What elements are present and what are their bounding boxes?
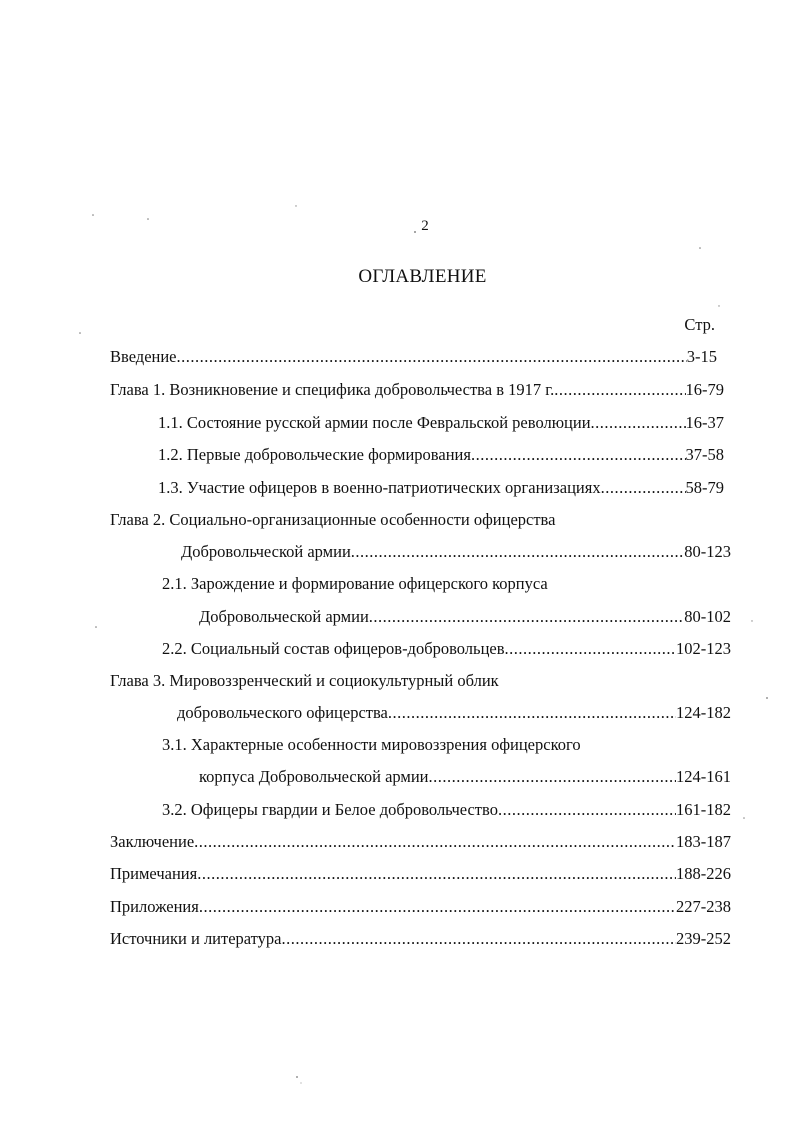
toc-entry-section-1-2: [158, 444, 724, 466]
dot-leader: [194, 831, 676, 853]
toc-entry-text: 3.2. Офицеры гвардии и Белое добровольчество: [162, 800, 498, 819]
toc-entry-pages: 3-15: [686, 347, 717, 366]
toc-entry-text: Добровольческой армии: [181, 542, 351, 561]
dot-leader: [351, 541, 684, 563]
toc-entry-text: Источники и литература: [110, 929, 282, 948]
toc-entry-pages: 124-182: [676, 703, 731, 722]
toc-entry-pages: 161-182: [676, 800, 731, 819]
toc-entry-text: Глава 1. Возникновение и специфика добровольчества в 1917 г.: [110, 380, 555, 399]
toc-entry-text: 2.2. Социальный состав офицеров-добровольцев: [162, 639, 505, 658]
dot-leader: [505, 638, 676, 660]
dot-leader: [177, 346, 687, 368]
toc-entry-pages: 80-102: [684, 607, 731, 626]
toc-entry-text: добровольческого офицерства: [177, 703, 388, 722]
toc-entry-pages: 102-123: [676, 639, 731, 658]
toc-entry-section-2-2: [162, 638, 731, 660]
toc-entry-pages: 58-79: [685, 478, 724, 497]
toc-entry-pages: 188-226: [676, 864, 731, 883]
dot-leader: [601, 477, 686, 499]
dot-leader: [554, 379, 685, 401]
toc-entry-text: Добровольческой армии: [199, 607, 369, 626]
dot-leader: [498, 799, 676, 821]
dot-leader: [429, 766, 676, 788]
toc-entry-pages: 16-37: [685, 413, 724, 432]
toc-entry-sources: [110, 928, 731, 950]
dot-leader: [197, 863, 676, 885]
toc-entry-pages: 37-58: [685, 445, 724, 464]
toc-entry-section-2-1: [199, 606, 731, 628]
toc-entry-section-2-1-title: 2.1. Зарождение и формирование офицерского корпуса: [162, 574, 548, 593]
toc-entry-pages: 183-187: [676, 832, 731, 851]
pages-column-label: Стр.: [684, 315, 715, 334]
toc-entry-chapter-3: [177, 702, 731, 724]
toc-entry-chapter-2: [181, 541, 731, 563]
toc-entry-pages: 227-238: [676, 897, 731, 916]
toc-entry-chapter-1: [110, 379, 724, 401]
toc-entry-chapter-3-title: Глава 3. Мировоззренческий и социокультурный облик: [110, 671, 499, 690]
toc-entry-text: Введение: [110, 347, 177, 366]
dot-leader: [591, 412, 686, 434]
toc-entry-pages: 80-123: [684, 542, 731, 561]
toc-entry-intro: [110, 346, 717, 368]
toc-entry-section-1-3: [158, 477, 724, 499]
toc-entry-text: 1.1. Состояние русской армии после Февральской революции: [158, 413, 591, 432]
dot-leader: [282, 928, 676, 950]
dot-leader: [199, 896, 676, 918]
toc-entry-text: 1.3. Участие офицеров в военно-патриотических организациях: [158, 478, 601, 497]
toc-entry-section-3-1: [199, 766, 731, 788]
toc-entry-chapter-2-title: Глава 2. Социально-организационные особенности офицерства: [110, 510, 556, 529]
toc-entry-section-1-1: [158, 412, 724, 434]
dot-leader: [388, 702, 676, 724]
toc-title: ОГЛАВЛЕНИЕ: [358, 266, 487, 287]
toc-entry-text: Приложения: [110, 897, 199, 916]
toc-entry-text: корпуса Добровольческой армии: [199, 767, 429, 786]
toc-entry-section-3-2: [162, 799, 731, 821]
page-number: 2: [421, 218, 429, 234]
toc-entry-pages: 16-79: [685, 380, 724, 399]
toc-entry-pages: 124-161: [676, 767, 731, 786]
toc-entry-conclusion: [110, 831, 731, 853]
toc-entry-section-3-1-title: 3.1. Характерные особенности мировоззрения офицерского: [162, 735, 581, 754]
toc-entry-text: 1.2. Первые добровольческие формирования: [158, 445, 471, 464]
toc-entry-pages: 239-252: [676, 929, 731, 948]
toc-entry-appendices: [110, 896, 731, 918]
toc-entry-text: Примечания: [110, 864, 198, 883]
toc-entry-notes: [110, 863, 731, 885]
dot-leader: [369, 606, 684, 628]
dot-leader: [471, 444, 686, 466]
toc-entry-text: Заключение: [110, 832, 195, 851]
